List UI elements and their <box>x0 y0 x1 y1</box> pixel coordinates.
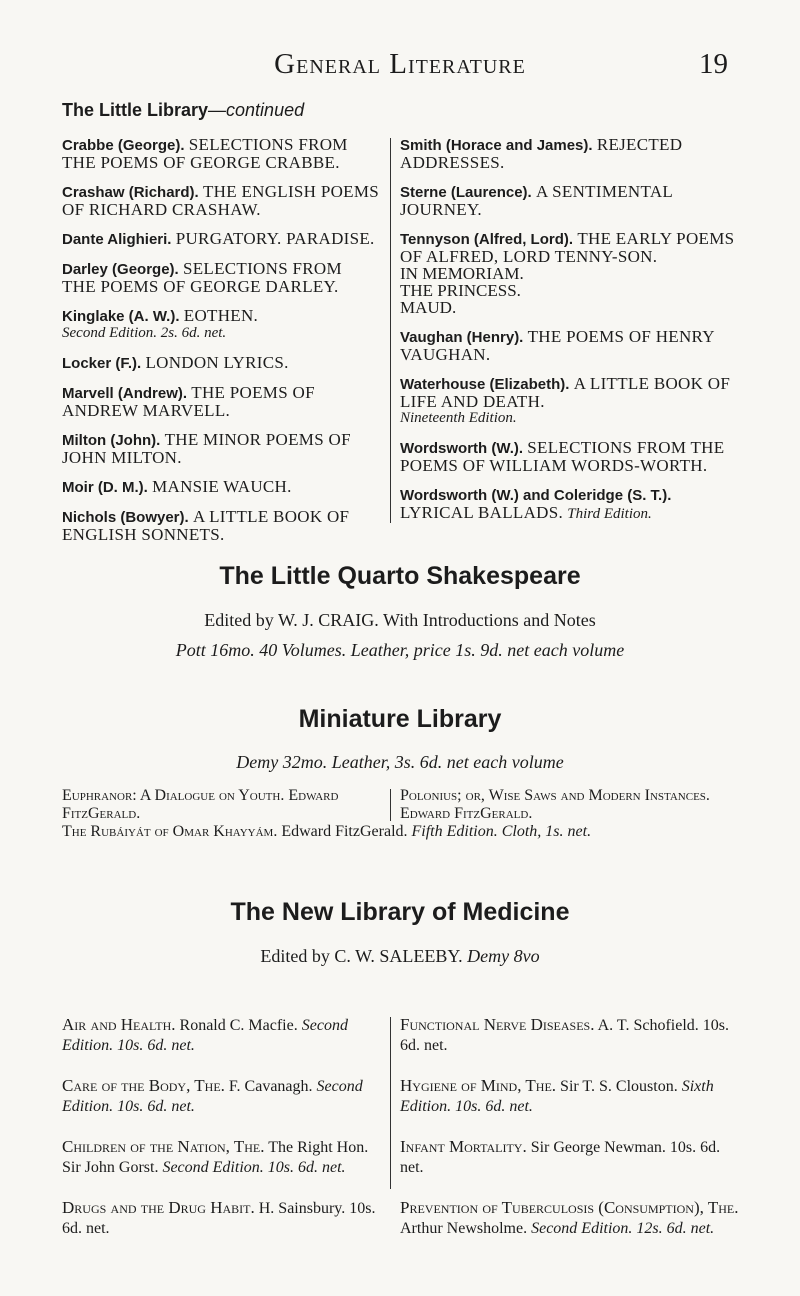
quarto-heading: The Little Quarto Shakespeare <box>219 562 581 590</box>
miniature-format-line: Demy 32mo. Leather, 3s. 6d. net each volume <box>236 752 564 772</box>
little-library-heading <box>62 100 304 121</box>
entry-title: Air and Health. <box>62 1015 176 1034</box>
list-item <box>62 508 380 543</box>
entry-author: H. Sainsbury. 10s. 6d. net. <box>62 1200 376 1237</box>
list-item <box>400 328 742 363</box>
entry-author: Crashaw (Richard). <box>62 184 199 201</box>
list-item <box>400 1137 740 1178</box>
entry-title: Functional Nerve Diseases. <box>400 1015 595 1034</box>
entry-edition: Nineteenth Edition. <box>400 410 517 426</box>
entry-author: Sterne (Laurence). <box>400 184 532 201</box>
list-item <box>62 183 380 218</box>
miniature-left-entry <box>62 787 378 823</box>
entry-title: Hygiene of Mind, The. <box>400 1076 557 1095</box>
medicine-right-column <box>400 1015 740 1259</box>
list-item <box>62 230 380 248</box>
entry-text: Euphranor: A Dialogue on Youth. Edward FitzGerald. <box>62 787 339 822</box>
entry-author: Sir T. S. Clouston. <box>560 1078 678 1095</box>
entry-title: SELECTIONS FROM THE POEMS OF WILLIAM WORDS-WORTH. <box>400 438 725 475</box>
entry-title: A LITTLE BOOK OF ENGLISH SONNETS. <box>62 507 350 544</box>
entry-title: A SENTIMENTAL JOURNEY. <box>400 182 673 219</box>
entry-title: Care of the Body, The. <box>62 1076 225 1095</box>
entry-title: IN MEMORIAM. <box>400 264 524 283</box>
entry-author: A. T. Schofield. 10s. 6d. net. <box>400 1017 729 1054</box>
entry-edition: Third Edition. <box>567 506 652 522</box>
entry-title: Drugs and the Drug Habit. <box>62 1198 255 1217</box>
list-item <box>62 384 380 419</box>
entry-title: LONDON LYRICS. <box>145 353 289 372</box>
list-item <box>400 486 742 523</box>
entry-author: Smith (Horace and James). <box>400 137 593 154</box>
entry-author: The Right Hon. Sir John Gorst. <box>62 1139 369 1176</box>
entry-title: THE POEMS OF ANDREW MARVELL. <box>62 383 315 420</box>
entry-title: SELECTIONS FROM THE POEMS OF GEORGE CRABBE. <box>62 135 348 172</box>
entry-title: THE ENGLISH POEMS OF RICHARD CRASHAW. <box>62 182 379 219</box>
entry-edition: Second Edition. 10s. 6d. net. <box>62 1017 348 1054</box>
entry-title: The Rubáiyát of Omar Khayyám. <box>62 823 278 840</box>
list-item <box>62 1137 378 1178</box>
list-item <box>400 375 742 427</box>
quarto-format-line: Pott 16mo. 40 Volumes. Leather, price 1s. 9d. net each volume <box>175 640 625 660</box>
entry-title: EOTHEN. <box>183 306 259 325</box>
entry-title: A LITTLE BOOK OF LIFE AND DEATH. <box>400 374 731 411</box>
entry-author: Marvell (Andrew). <box>62 385 188 402</box>
miniature-heading: Miniature Library <box>298 705 502 733</box>
list-item <box>62 354 380 372</box>
entry-title: MAUD. <box>400 298 457 317</box>
entry-title: THE MINOR POEMS OF JOHN MILTON. <box>62 430 351 467</box>
editor-text: Edited by C. W. SALEEBY. <box>260 946 463 966</box>
running-header <box>0 48 800 88</box>
medicine-left-column <box>62 1015 378 1259</box>
entry-title: THE PRINCESS. <box>400 281 521 300</box>
column-divider <box>390 1017 391 1189</box>
entry-author: Sir George Newman. 10s. 6d. net. <box>400 1139 721 1176</box>
medicine-editor-line <box>0 946 800 967</box>
miniature-right-entry <box>400 787 740 823</box>
list-item <box>400 183 742 218</box>
entry-author: Kinglake (A. W.). <box>62 308 180 325</box>
entry-author: Wordsworth (W.). <box>400 440 524 457</box>
page-number: 19 <box>699 48 728 80</box>
entry-author: Wordsworth (W.) and Coleridge (S. T.). <box>400 487 672 504</box>
entry-author: Waterhouse (Elizabeth). <box>400 376 570 393</box>
entry-title: MANSIE WAUCH. <box>152 477 292 496</box>
entry-author: Nichols (Bowyer). <box>62 509 189 526</box>
medicine-heading: The New Library of Medicine <box>230 898 570 926</box>
entry-author: Milton (John). <box>62 432 161 449</box>
list-item <box>62 431 380 466</box>
list-item <box>400 1015 740 1056</box>
entry-title: THE POEMS OF HENRY VAUGHAN. <box>400 327 715 364</box>
entry-author: Tennyson (Alfred, Lord). <box>400 231 574 248</box>
list-item <box>400 230 742 316</box>
entry-author: Edward FitzGerald. <box>281 823 408 840</box>
entry-edition: Sixth Edition. 10s. 6d. net. <box>400 1078 714 1115</box>
entry-title: PURGATORY. PARADISE. <box>175 229 375 248</box>
entry-author: Darley (George). <box>62 261 179 278</box>
entry-title: Infant Mortality. <box>400 1137 527 1156</box>
list-item <box>400 136 742 171</box>
page-header-title: General Literature <box>274 48 526 80</box>
entry-author: Dante Alighieri. <box>62 231 172 248</box>
entry-title: THE EARLY POEMS OF ALFRED, LORD TENNY-SON. <box>400 229 735 266</box>
list-item <box>62 307 380 342</box>
little-library-right-column <box>400 136 742 535</box>
entry-edition: Second Edition. 12s. 6d. net. <box>531 1220 715 1237</box>
entry-author: F. Cavanagh. <box>228 1078 313 1095</box>
list-item <box>62 260 380 295</box>
quarto-editor-line: Edited by W. J. CRAIG. With Introductions and Notes <box>204 610 596 630</box>
little-library-heading-text: The Little Library <box>62 100 209 120</box>
list-item <box>400 1198 740 1239</box>
entry-author: Moir (D. M.). <box>62 479 148 496</box>
miniature-full-entry <box>62 823 762 841</box>
list-item <box>62 1198 378 1239</box>
entry-edition: Second Edition. 10s. 6d. net. <box>162 1159 346 1176</box>
entry-title: LYRICAL BALLADS. <box>400 503 564 522</box>
entry-text: Polonius; or, Wise Saws and Modern Instances. Edward FitzGerald. <box>400 787 710 822</box>
entry-title: SELECTIONS FROM THE POEMS OF GEORGE DARLEY. <box>62 259 342 296</box>
list-item <box>62 136 380 171</box>
entry-author: Crabbe (George). <box>62 137 185 154</box>
entry-author: Ronald C. Macfie. <box>179 1017 298 1034</box>
list-item <box>62 478 380 496</box>
entry-title: Children of the Nation, The. <box>62 1137 265 1156</box>
format-text: Demy 8vo <box>467 946 540 966</box>
entry-author: Locker (F.). <box>62 355 142 372</box>
list-item <box>400 439 742 474</box>
entry-edition: Second Edition. 10s. 6d. net. <box>62 1078 363 1115</box>
column-divider <box>390 789 391 821</box>
column-divider <box>390 138 391 523</box>
continued-label: —continued <box>208 100 305 120</box>
entry-author: Arthur Newsholme. <box>400 1220 528 1237</box>
entry-author: Vaughan (Henry). <box>400 329 524 346</box>
list-item <box>62 1015 378 1056</box>
list-item <box>62 1076 378 1117</box>
little-library-left-column <box>62 136 380 555</box>
entry-title: Prevention of Tuberculosis (Consumption), The. <box>400 1198 739 1217</box>
list-item <box>400 1076 740 1117</box>
entry-edition: Fifth Edition. Cloth, 1s. net. <box>411 823 592 840</box>
entry-title: REJECTED ADDRESSES. <box>400 135 683 172</box>
entry-edition: Second Edition. 2s. 6d. net. <box>62 325 227 341</box>
